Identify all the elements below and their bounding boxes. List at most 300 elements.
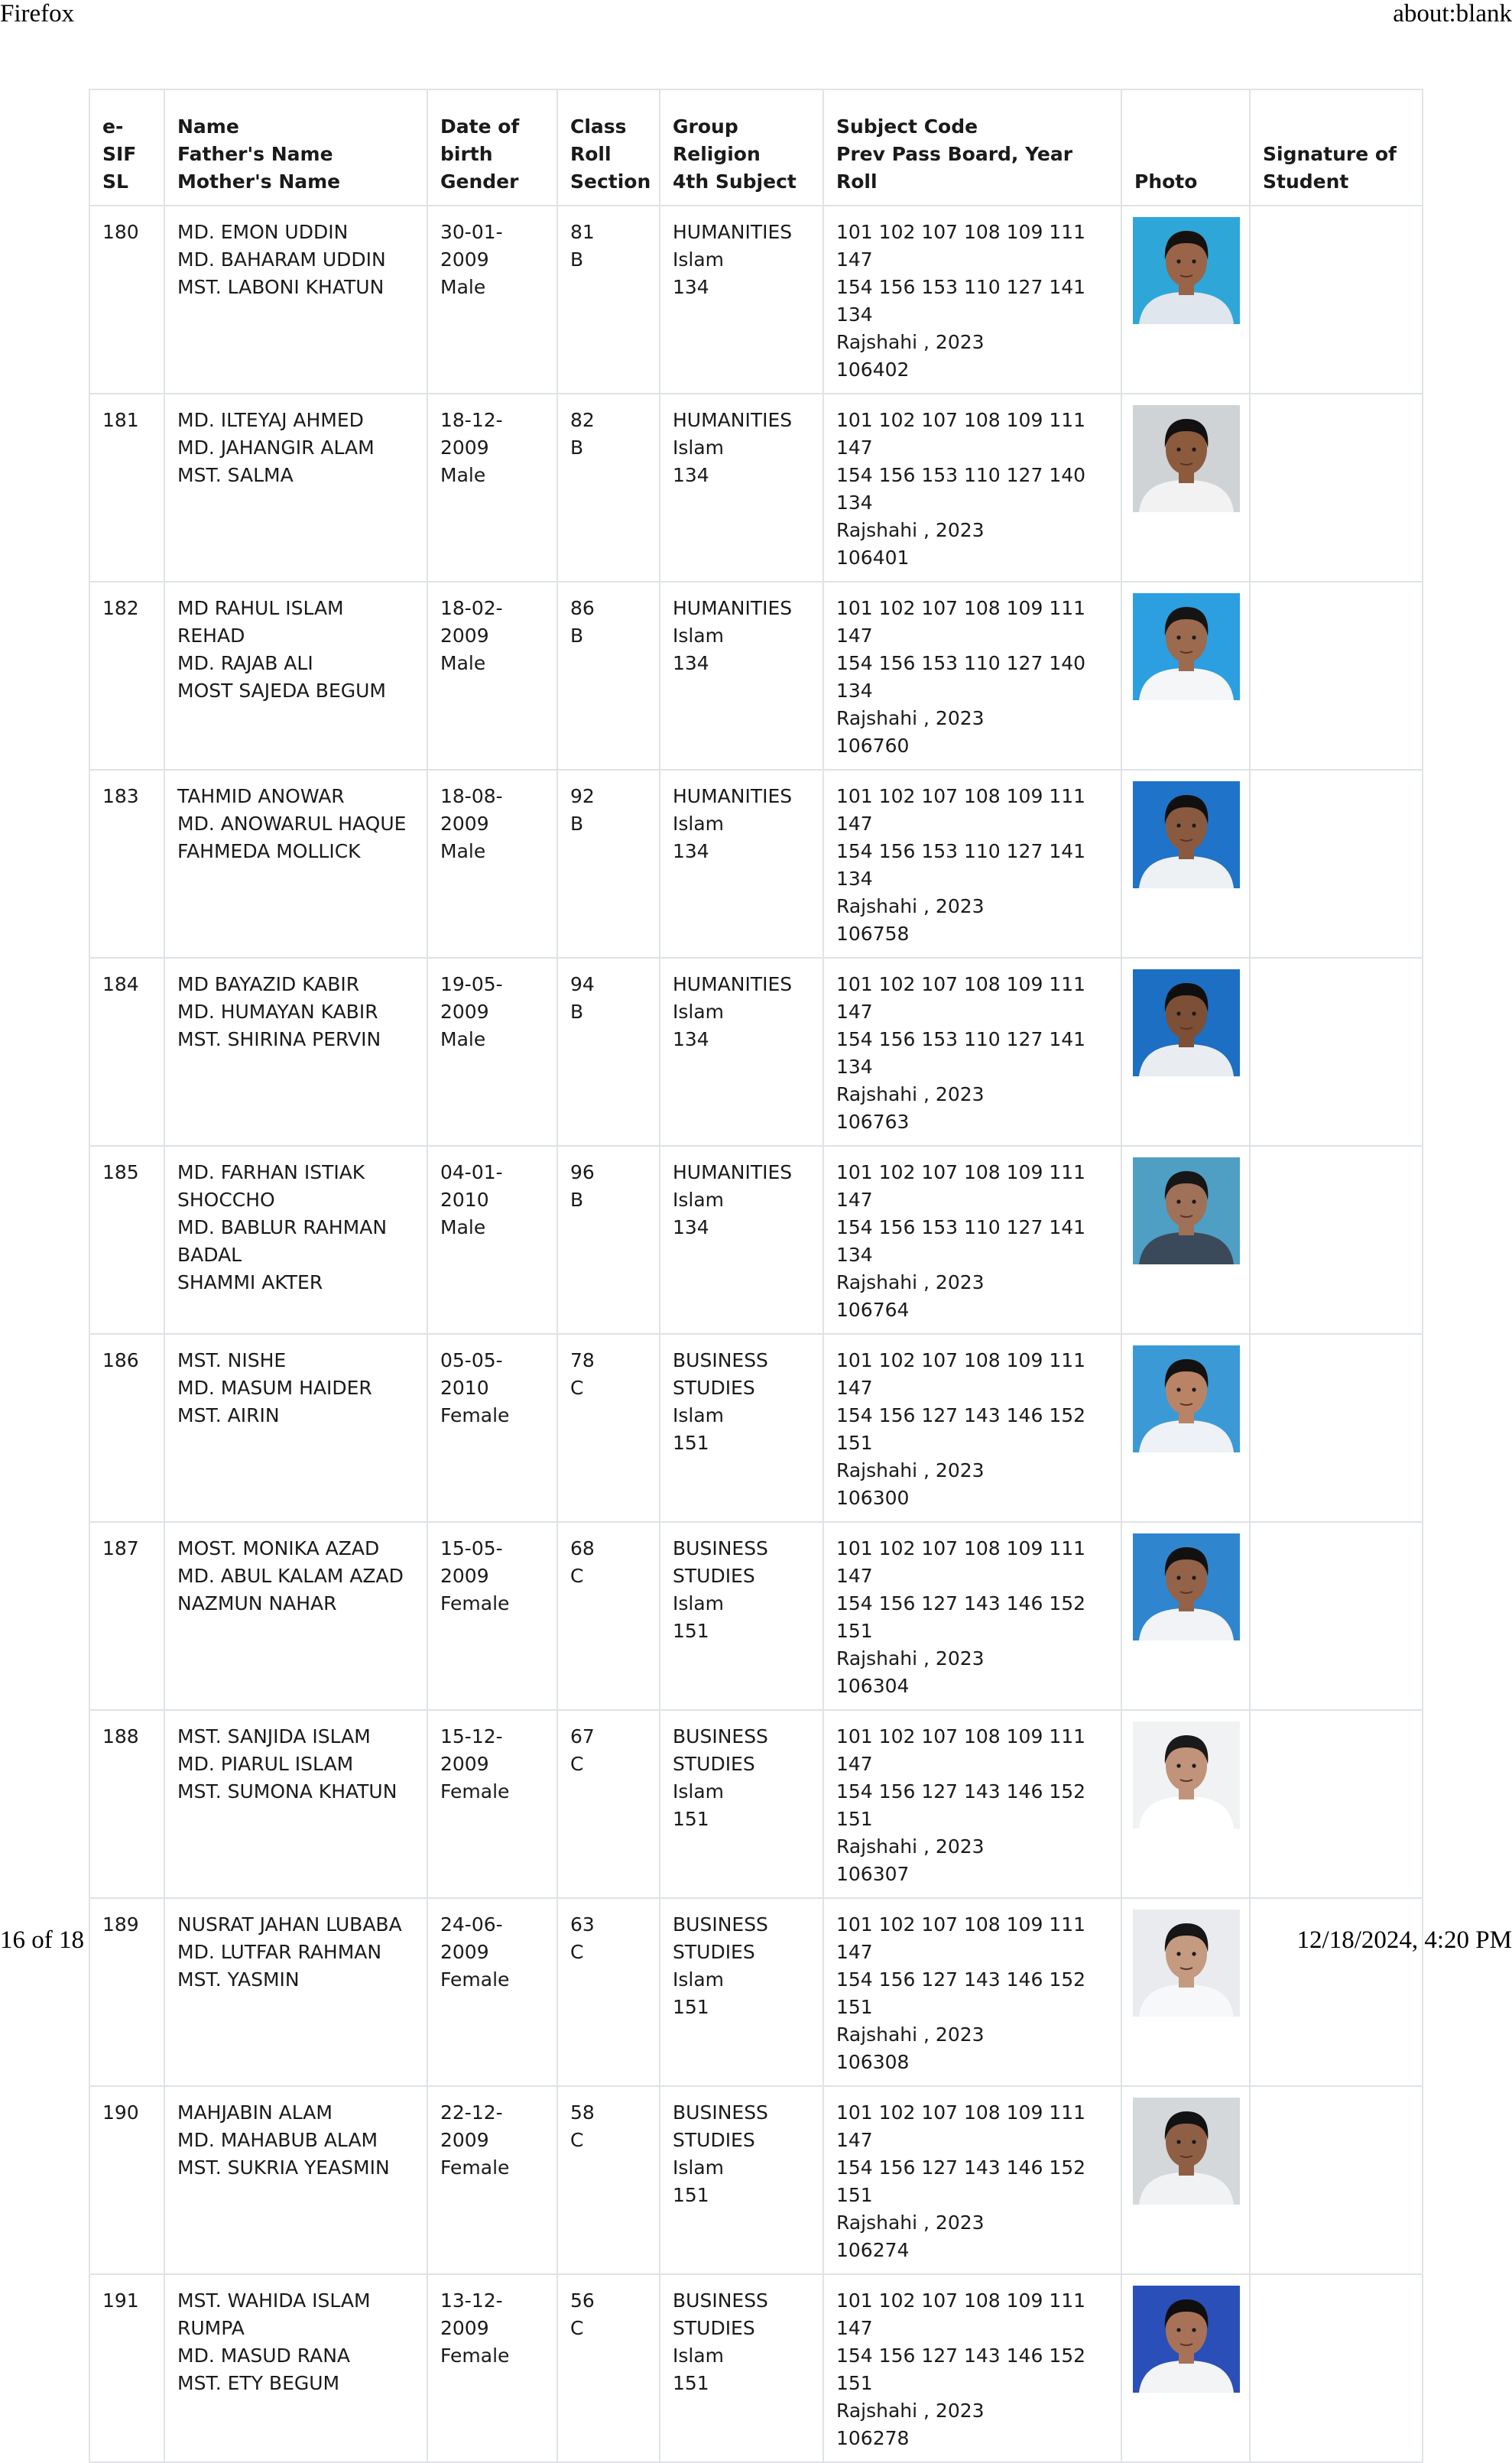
name-cell (164, 1334, 427, 1522)
serial-number: 183 (102, 785, 139, 807)
date-of-birth: 22-12-2009 (440, 2101, 503, 2151)
religion: Islam (673, 1780, 725, 1803)
subject-cell (823, 394, 1121, 582)
table-row (89, 206, 1423, 394)
photo-cell (1121, 206, 1250, 394)
name-cell (164, 2274, 427, 2462)
student-photo (1133, 217, 1240, 324)
name-line: MD. BABLUR RAHMAN (177, 1216, 388, 1238)
subject-codes: 154 156 127 143 146 152 151 (836, 2345, 1086, 2394)
name-line: BADAL (177, 1244, 242, 1266)
date-of-birth: 13-12-2009 (440, 2289, 503, 2339)
name-line: MD. RAJAB ALI (177, 652, 313, 674)
name-line: MST. AIRIN (177, 1404, 280, 1426)
class-roll: 67 (570, 1725, 595, 1747)
group-line: HUMANITIES (673, 973, 793, 995)
column-header-line: Class (570, 115, 627, 138)
prev-board-year: Rajshahi , 2023 (836, 1271, 985, 1293)
date-of-birth: 18-02-2009 (440, 597, 503, 647)
photo-eye-left (1176, 1011, 1180, 1015)
class-roll: 68 (570, 1537, 595, 1559)
prev-roll: 106760 (836, 735, 910, 757)
column-header-line: Date of (440, 115, 520, 138)
subject-codes: 154 156 153 110 127 141 134 (836, 840, 1086, 890)
photo-eye-right (1192, 2328, 1196, 2332)
column-header-line: Roll (836, 170, 878, 193)
subject-codes: 101 102 107 108 109 111 147 (836, 2101, 1086, 2151)
group-cell (660, 2086, 823, 2274)
gender: Male (440, 652, 486, 674)
subject-codes: 154 156 153 110 127 141 134 (836, 276, 1086, 326)
prev-roll: 106764 (836, 1299, 910, 1321)
name-line: TAHMID ANOWAR (177, 785, 345, 807)
gender: Female (440, 1968, 510, 1991)
prev-roll: 106401 (836, 547, 910, 569)
class-roll: 63 (570, 1913, 595, 1936)
prev-board-year: Rajshahi , 2023 (836, 1459, 985, 1481)
subject-codes: 154 156 127 143 146 152 151 (836, 1404, 1086, 1454)
column-header-sl (89, 89, 164, 206)
subject-cell (823, 2086, 1121, 2274)
group-line: STUDIES (673, 2317, 755, 2339)
subject-codes: 101 102 107 108 109 111 147 (836, 1537, 1086, 1587)
prev-roll: 106304 (836, 1675, 910, 1697)
class-cell (557, 206, 660, 394)
signature-cell (1250, 1146, 1423, 1334)
table-border-tail (89, 1833, 90, 1870)
serial-number: 184 (102, 973, 139, 995)
gender: Female (440, 2156, 510, 2179)
photo-eye-right (1192, 635, 1196, 639)
section: B (570, 625, 584, 647)
group-line: STUDIES (673, 1565, 755, 1587)
subject-cell (823, 770, 1121, 958)
photo-cell (1121, 770, 1250, 958)
student-photo (1133, 1157, 1240, 1264)
group-line: BUSINESS (673, 1349, 768, 1371)
birth-gender-cell (427, 1710, 557, 1898)
name-line: SHAMMI AKTER (177, 1271, 323, 1293)
section: B (570, 1001, 584, 1023)
subject-cell (823, 958, 1121, 1146)
name-line: MST. LABONI KHATUN (177, 276, 384, 298)
photo-eye-right (1192, 1199, 1196, 1203)
table-row (89, 1710, 1423, 1898)
photo-eye-right (1192, 1011, 1196, 1015)
fourth-subject: 134 (673, 1216, 709, 1238)
group-line: BUSINESS (673, 1913, 768, 1936)
photo-eye-left (1176, 1952, 1180, 1955)
class-roll: 94 (570, 973, 595, 995)
gender: Male (440, 1028, 486, 1050)
prev-board-year: Rajshahi , 2023 (836, 519, 985, 541)
column-header-line: Roll (570, 143, 612, 165)
group-line: STUDIES (673, 2129, 755, 2151)
photo-eye-left (1176, 1764, 1180, 1767)
column-header-line: Section (570, 170, 651, 193)
gender: Male (440, 1216, 486, 1238)
signature-cell (1250, 958, 1423, 1146)
date-of-birth: 04-01-2010 (440, 1161, 503, 1211)
subject-codes: 154 156 127 143 146 152 151 (836, 1780, 1086, 1830)
column-header-class (557, 89, 660, 206)
table-body (89, 206, 1423, 2462)
group-cell (660, 2274, 823, 2462)
prev-roll: 106758 (836, 923, 910, 945)
column-header-line: Religion (673, 143, 761, 165)
prev-roll: 106307 (836, 1863, 910, 1885)
section: C (570, 2317, 584, 2339)
name-line: NAZMUN NAHAR (177, 1592, 337, 1614)
name-line: MAHJABIN ALAM (177, 2101, 333, 2124)
group-line: HUMANITIES (673, 597, 793, 619)
name-cell (164, 1522, 427, 1710)
prev-board-year: Rajshahi , 2023 (836, 895, 985, 917)
birth-gender-cell (427, 582, 557, 770)
name-line: FAHMEDA MOLLICK (177, 840, 361, 862)
table-row (89, 2086, 1423, 2274)
date-of-birth: 18-08-2009 (440, 785, 503, 835)
name-line: MD. FARHAN ISTIAK (177, 1161, 365, 1183)
section: B (570, 248, 584, 271)
group-line: BUSINESS (673, 2289, 768, 2312)
group-line: HUMANITIES (673, 221, 793, 243)
name-line: SHOCCHO (177, 1189, 275, 1211)
subject-cell (823, 1146, 1121, 1334)
date-of-birth: 05-05-2010 (440, 1349, 503, 1399)
name-cell (164, 1146, 427, 1334)
prev-roll: 106308 (836, 2051, 910, 2073)
fourth-subject: 151 (673, 1808, 709, 1830)
table-row (89, 958, 1423, 1146)
group-cell (660, 1334, 823, 1522)
signature-cell (1250, 770, 1423, 958)
photo-eye-right (1192, 1952, 1196, 1955)
gender: Female (440, 1592, 510, 1614)
class-roll: 86 (570, 597, 595, 619)
gender: Female (440, 2345, 510, 2367)
religion: Islam (673, 1404, 725, 1426)
subject-cell (823, 1710, 1121, 1898)
serial-number: 182 (102, 597, 139, 619)
name-line: MD BAYAZID KABIR (177, 973, 360, 995)
column-header-line: Subject Code (836, 115, 978, 138)
subject-codes: 101 102 107 108 109 111 147 (836, 409, 1086, 459)
photo-eye-right (1192, 823, 1196, 827)
name-cell (164, 1710, 427, 1898)
subject-codes: 154 156 127 143 146 152 151 (836, 2156, 1086, 2206)
class-cell (557, 1334, 660, 1522)
name-line: MD RAHUL ISLAM REHAD (177, 597, 344, 647)
fourth-subject: 134 (673, 464, 709, 486)
subject-cell (823, 1334, 1121, 1522)
photo-cell (1121, 1522, 1250, 1710)
gender: Male (440, 276, 486, 298)
prev-board-year: Rajshahi , 2023 (836, 707, 985, 729)
subject-codes: 101 102 107 108 109 111 147 (836, 785, 1086, 835)
photo-cell (1121, 582, 1250, 770)
name-line: MD. MASUM HAIDER (177, 1377, 372, 1399)
table-row (89, 394, 1423, 582)
name-line: NUSRAT JAHAN LUBABA (177, 1913, 402, 1936)
photo-cell (1121, 2274, 1250, 2462)
group-cell (660, 1522, 823, 1710)
page-url: about:blank (1393, 0, 1512, 28)
religion: Islam (673, 1001, 725, 1023)
column-header-name (164, 89, 427, 206)
subject-codes: 101 102 107 108 109 111 147 (836, 1161, 1086, 1211)
photo-eye-right (1192, 259, 1196, 263)
class-roll: 96 (570, 1161, 595, 1183)
religion: Islam (673, 436, 725, 459)
gender: Male (440, 840, 486, 862)
column-header-line: Name (177, 115, 239, 138)
prev-roll: 106763 (836, 1111, 910, 1133)
class-cell (557, 1710, 660, 1898)
class-cell (557, 582, 660, 770)
sl-cell (89, 2086, 164, 2274)
student-photo (1133, 593, 1240, 700)
class-roll: 92 (570, 785, 595, 807)
class-cell (557, 394, 660, 582)
photo-eye-left (1176, 259, 1180, 263)
fourth-subject: 151 (673, 1996, 709, 2018)
name-line: MST. SANJIDA ISLAM (177, 1725, 371, 1747)
photo-eye-right (1192, 1575, 1196, 1579)
photo-eye-right (1192, 1387, 1196, 1391)
student-list-table (89, 89, 1423, 2463)
subject-cell (823, 2274, 1121, 2462)
prev-roll: 106300 (836, 1487, 910, 1509)
name-line: MST. SUMONA KHATUN (177, 1780, 397, 1803)
column-header-subject (823, 89, 1121, 206)
table-header-row (89, 89, 1423, 206)
student-photo (1133, 969, 1240, 1076)
religion: Islam (673, 813, 725, 835)
name-line: MST. SHIRINA PERVIN (177, 1028, 381, 1050)
group-cell (660, 1710, 823, 1898)
column-header-line: 4th Subject (673, 170, 797, 193)
name-line: MOST SAJEDA BEGUM (177, 680, 386, 702)
sl-cell (89, 1522, 164, 1710)
name-cell (164, 1898, 427, 2086)
prev-roll: 106278 (836, 2427, 910, 2449)
signature-cell (1250, 2274, 1423, 2462)
subject-codes: 101 102 107 108 109 111 147 (836, 973, 1086, 1023)
subject-cell (823, 1898, 1121, 2086)
birth-gender-cell (427, 958, 557, 1146)
subject-codes: 101 102 107 108 109 111 147 (836, 1913, 1086, 1963)
sl-cell (89, 1146, 164, 1334)
column-header-line: Father's Name (177, 143, 333, 165)
name-line: MD. HUMAYAN KABIR (177, 1001, 378, 1023)
name-line: MD. ABUL KALAM AZAD (177, 1565, 404, 1587)
signature-cell (1250, 394, 1423, 582)
signature-cell (1250, 1710, 1423, 1898)
section: B (570, 813, 584, 835)
section: C (570, 2129, 584, 2151)
birth-gender-cell (427, 2086, 557, 2274)
group-line: HUMANITIES (673, 785, 793, 807)
photo-cell (1121, 1146, 1250, 1334)
name-cell (164, 770, 427, 958)
class-roll: 56 (570, 2289, 595, 2312)
section: B (570, 436, 584, 459)
name-line: MST. SUKRIA YEASMIN (177, 2156, 390, 2179)
date-of-birth: 15-05-2009 (440, 1537, 503, 1587)
religion: Islam (673, 625, 725, 647)
class-cell (557, 770, 660, 958)
name-cell (164, 582, 427, 770)
fourth-subject: 151 (673, 1432, 709, 1454)
fourth-subject: 134 (673, 840, 709, 862)
student-photo (1133, 2286, 1240, 2393)
religion: Islam (673, 2345, 725, 2367)
sl-cell (89, 582, 164, 770)
column-header-line: birth (440, 143, 493, 165)
religion: Islam (673, 2156, 725, 2179)
class-roll: 78 (570, 1349, 595, 1371)
fourth-subject: 151 (673, 2372, 709, 2394)
prev-board-year: Rajshahi , 2023 (836, 2212, 985, 2234)
browser-name: Firefox (0, 0, 75, 28)
photo-cell (1121, 394, 1250, 582)
birth-gender-cell (427, 1334, 557, 1522)
date-of-birth: 15-12-2009 (440, 1725, 503, 1775)
class-cell (557, 1146, 660, 1334)
column-header-line: Mother's Name (177, 170, 341, 193)
group-line: STUDIES (673, 1753, 755, 1775)
name-line: MST. NISHE (177, 1349, 287, 1371)
photo-eye-left (1176, 2328, 1180, 2332)
section: B (570, 1189, 584, 1211)
photo-eye-left (1176, 2140, 1180, 2143)
sl-cell (89, 394, 164, 582)
subject-codes: 101 102 107 108 109 111 147 (836, 1349, 1086, 1399)
prev-board-year: Rajshahi , 2023 (836, 1647, 985, 1670)
date-of-birth: 24-06-2009 (440, 1913, 503, 1963)
signature-cell (1250, 2086, 1423, 2274)
student-photo (1133, 1533, 1240, 1640)
group-cell (660, 394, 823, 582)
date-of-birth: 18-12-2009 (440, 409, 503, 459)
subject-codes: 154 156 153 110 127 140 134 (836, 464, 1086, 514)
class-roll: 58 (570, 2101, 595, 2124)
student-photo (1133, 1722, 1240, 1829)
sl-cell (89, 958, 164, 1146)
prev-roll: 106274 (836, 2239, 910, 2261)
name-cell (164, 958, 427, 1146)
sl-cell (89, 770, 164, 958)
subject-codes: 154 156 153 110 127 141 134 (836, 1028, 1086, 1078)
column-header-dob (427, 89, 557, 206)
name-cell (164, 394, 427, 582)
fourth-subject: 134 (673, 276, 709, 298)
signature-cell (1250, 1522, 1423, 1710)
name-line: MD. EMON UDDIN (177, 221, 349, 243)
group-cell (660, 958, 823, 1146)
religion: Islam (673, 248, 725, 271)
student-photo (1133, 405, 1240, 512)
photo-eye-right (1192, 447, 1196, 451)
name-cell (164, 206, 427, 394)
photo-eye-left (1176, 1575, 1180, 1579)
subject-cell (823, 1522, 1121, 1710)
column-header-photo (1121, 89, 1250, 206)
group-line: BUSINESS (673, 2101, 768, 2124)
name-line: MST. WAHIDA ISLAM (177, 2289, 371, 2312)
sl-cell (89, 1898, 164, 2086)
birth-gender-cell (427, 1898, 557, 2086)
photo-eye-left (1176, 447, 1180, 451)
name-line: MST. ETY BEGUM (177, 2372, 340, 2394)
sl-cell (89, 206, 164, 394)
table-row (89, 1146, 1423, 1334)
group-line: STUDIES (673, 1377, 755, 1399)
sl-cell (89, 1334, 164, 1522)
prev-board-year: Rajshahi , 2023 (836, 2400, 985, 2422)
name-line: MD. MAHABUB ALAM (177, 2129, 378, 2151)
group-line: HUMANITIES (673, 409, 793, 431)
group-cell (660, 1898, 823, 2086)
subject-cell (823, 206, 1121, 394)
fourth-subject: 134 (673, 652, 709, 674)
religion: Islam (673, 1189, 725, 1211)
name-line: RUMPA (177, 2317, 245, 2339)
group-line: BUSINESS (673, 1725, 768, 1747)
fourth-subject: 151 (673, 2184, 709, 2206)
table-row (89, 2274, 1423, 2462)
name-line: MD. JAHANGIR ALAM (177, 436, 375, 459)
group-line: HUMANITIES (673, 1161, 793, 1183)
section: C (570, 1941, 584, 1963)
page-counter: 16 of 18 (0, 1926, 84, 1954)
subject-codes: 101 102 107 108 109 111 147 (836, 1725, 1086, 1775)
prev-board-year: Rajshahi , 2023 (836, 2023, 985, 2046)
subject-codes: 154 156 127 143 146 152 151 (836, 1592, 1086, 1642)
section: C (570, 1565, 584, 1587)
column-header-group (660, 89, 823, 206)
photo-cell (1121, 958, 1250, 1146)
class-roll: 81 (570, 221, 595, 243)
column-header-line: Gender (440, 170, 519, 193)
student-photo (1133, 1345, 1240, 1452)
student-photo (1133, 2098, 1240, 2205)
birth-gender-cell (427, 206, 557, 394)
subject-codes: 101 102 107 108 109 111 147 (836, 597, 1086, 647)
group-cell (660, 770, 823, 958)
photo-cell (1121, 1334, 1250, 1522)
subject-codes: 101 102 107 108 109 111 147 (836, 2289, 1086, 2339)
column-header-line: Signature of (1263, 143, 1397, 165)
birth-gender-cell (427, 1522, 557, 1710)
class-cell (557, 2274, 660, 2462)
table-row (89, 582, 1423, 770)
group-line: STUDIES (673, 1941, 755, 1963)
column-header-line: Student (1263, 170, 1349, 193)
table-row (89, 1334, 1423, 1522)
subject-codes: 154 156 153 110 127 140 134 (836, 652, 1086, 702)
religion: Islam (673, 1592, 725, 1614)
name-line: MD. MASUD RANA (177, 2345, 351, 2367)
serial-number: 191 (102, 2289, 139, 2312)
group-cell (660, 1146, 823, 1334)
column-header-signature (1250, 89, 1423, 206)
sl-cell (89, 2274, 164, 2462)
photo-eye-left (1176, 635, 1180, 639)
serial-number: 189 (102, 1913, 139, 1936)
fourth-subject: 134 (673, 1028, 709, 1050)
